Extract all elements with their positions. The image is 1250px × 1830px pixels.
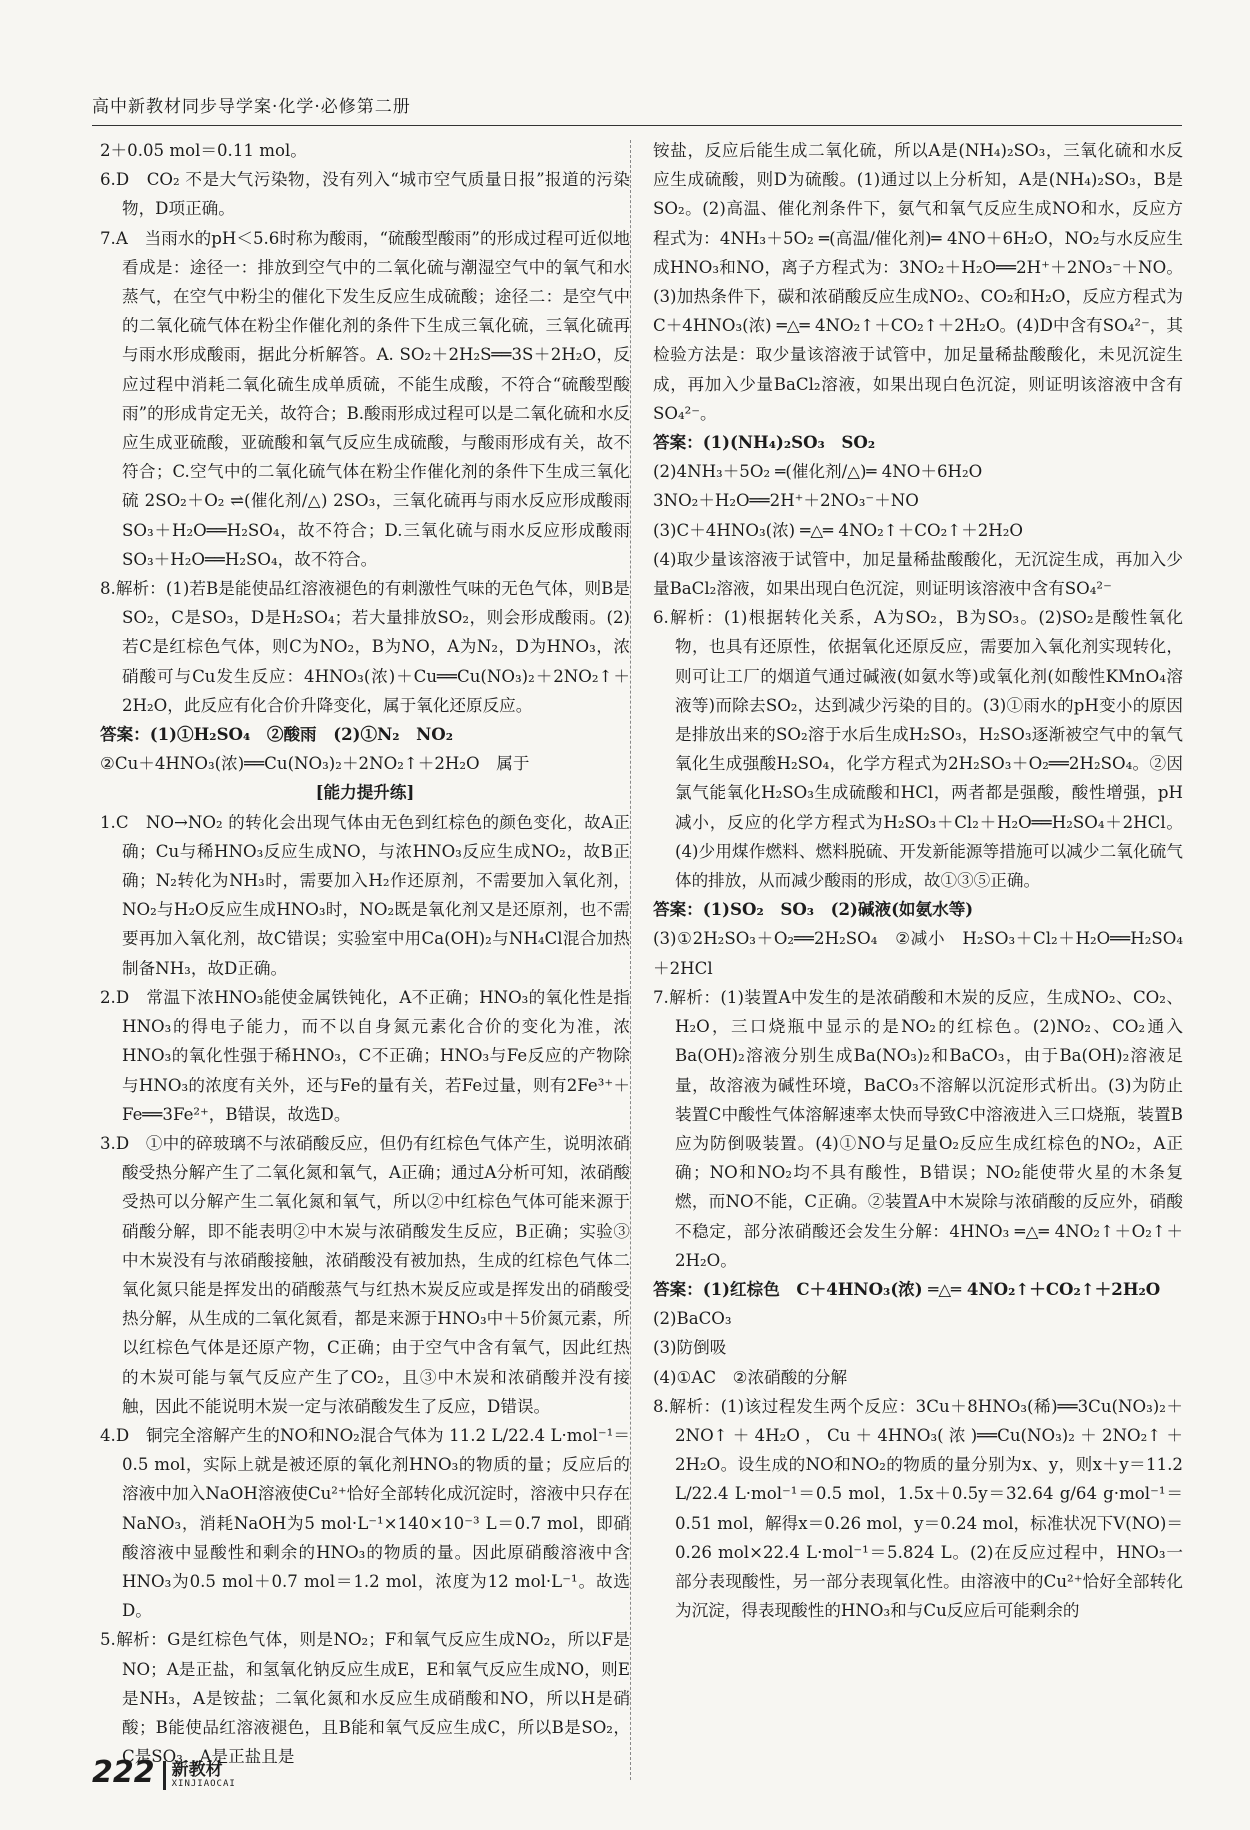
right-paragraph: (2)BaCO₃ [653, 1309, 732, 1329]
right-paragraph: 7.解析：(1)装置A中发生的是浓硝酸和木炭的反应，生成NO₂、CO₂、H₂O，三口烧瓶中显示的是NO₂的红棕色。(2)NO₂、CO₂通入Ba(OH)₂溶液分别生成Ba(NO₃)₂和BaCO₃，由于Ba(OH)₂溶液足量，故溶液为碱性环境，BaCO₃不溶解以沉淀形式析出。(3)为防止装置C中酸性气体溶解速率太快而导致C中溶液进入三口烧瓶，装置B应为防倒吸装置。(4)①NO与足量O₂反应生成红棕色的NO₂，A正确；NO和NO₂均不具有酸性，B错误；NO₂能使带火星的木条复燃，而NO不能，C正确。②装置A中木炭除与浓硝酸的反应外，硝酸不稳定，部分浓硝酸还会发生分解：4HNO₃ ═△═ 4NO₂↑＋O₂↑＋2H₂O。 [653, 987, 1183, 1270]
left-paragraph: 2＋0.05 mol＝0.11 mol。 [100, 141, 307, 160]
answer-line: 答案：(1)红棕色 C＋4HNO₃(浓) ═△═ 4NO₂↑＋CO₂↑＋2H₂O [653, 1278, 1161, 1299]
left-paragraph: 4.D 铜完全溶解产生的NO和NO₂混合气体为 11.2 L/22.4 L·mol⁻¹＝0.5 mol，实际上就是被还原的氧化剂HNO₃的物质的量；反应后的溶液中加入NaOH溶液使Cu²⁺恰好全部转化成沉淀时，溶液中只存在NaNO₃，消耗NaOH为5 mol·L⁻¹×140×10⁻³ L＝0.7 mol，即硝酸溶液中显酸性和剩余的HNO₃的物质的量。因此原硝酸溶液中含HNO₃为0.5 mol＋0.7 mol＝1.2 mol，浓度为12 mol·L⁻¹。故选D。 [100, 1425, 630, 1621]
header-title: 高中新教材同步导学案·化学·必修第二册 [92, 97, 411, 117]
section-heading: [能力提升练] [315, 782, 415, 803]
answer-line: 答案：(1)(NH₄)₂SO₃ SO₂ [653, 432, 876, 453]
right-paragraph: (3)C＋4HNO₃(浓) ═△═ 4NO₂↑＋CO₂↑＋2H₂O [653, 520, 1023, 540]
left-paragraph: 8.解析：(1)若B是能使品红溶液褪色的有刺激性气味的无色气体，则B是SO₂，C是SO₃，D是H₂SO₄；若大量排放SO₂，则会形成酸雨。(2)若C是红棕色气体，则C为NO₂，B为NO，A为N₂，D为HNO₃，浓硝酸可与Cu发生反应：4HNO₃(浓)＋Cu══Cu(NO₃)₂＋2NO₂↑＋2H₂O，此反应有化合价升降变化，属于氧化还原反应。 [100, 579, 630, 715]
right-column [653, 136, 1183, 1625]
answer-line: 答案：(1)①H₂SO₄ ②酸雨 (2)①N₂ NO₂ [100, 724, 454, 745]
left-paragraph: 3.D ①中的碎玻璃不与浓硝酸反应，但仍有红棕色气体产生，说明浓硝酸受热分解产生了二氧化氮和氧气，A正确；通过A分析可知，浓硝酸受热可以分解产生二氧化氮和氧气，所以②中红棕色气体可能来源于硝酸分解，即不能表明②中木炭与浓硝酸发生反应，B正确；实验③中木炭没有与浓硝酸接触，浓硝酸没有被加热，生成的红棕色气体二氧化氮只能是挥发出的硝酸蒸气与红热木炭反应或是挥发出的硝酸受热分解，从生成的二氧化氮看，都是来源于HNO₃中＋5价氮元素，所以红棕色气体是还原产物，C正确；由于空气中含有氧气，因此红热的木炭可能与氧气反应产生了CO₂，且③中木炭和浓硝酸并没有接触，因此不能说明木炭一定与浓硝酸发生了反应，D错误。 [100, 1133, 630, 1416]
left-paragraph: 5.解析：G是红棕色气体，则是NO₂；F和氧气反应生成NO₂，所以F是NO；A是正盐，和氢氧化钠反应生成E，E和氧气反应生成NO，则E是NH₃，A是铵盐；二氧化氮和水反应生成硝酸和NO，所以H是硝酸；B能使品红溶液褪色，且B能和氧气反应生成C，所以B是SO₂，C是SO₃，A是正盐且是 [100, 1630, 630, 1767]
answer-line: 答案：(1)SO₂ SO₃ (2)碱液(如氨水等) [653, 899, 974, 920]
right-paragraph: (4)①AC ②浓硝酸的分解 [653, 1367, 848, 1387]
page-footer [92, 1755, 236, 1790]
brand-logo [163, 1761, 236, 1790]
right-paragraph: (4)取少量该溶液于试管中，加足量稀盐酸酸化，无沉淀生成，再加入少量BaCl₂溶液，如果出现白色沉淀，则证明该溶液中含有SO₄²⁻ [653, 549, 1183, 599]
left-paragraph: 7.A 当雨水的pH＜5.6时称为酸雨，“硫酸型酸雨”的形成过程可近似地看成是：途径一：排放到空气中的二氧化硫与潮湿空气中的氧气和水蒸气，在空气中粉尘的催化下发生反应生成硫酸；途径二：是空气中的二氧化硫气体在粉尘作催化剂的条件下生成三氧化硫，三氧化硫再与雨水形成酸雨，据此分析解答。A. SO₂＋2H₂S══3S＋2H₂O，反应过程中消耗二氧化硫生成单质硫，不能生成酸，不符合“硫酸型酸雨”的形成肯定无关，故符合；B.酸雨形成过程可以是二氧化硫和水反应生成亚硫酸，亚硫酸和氧气反应生成硫酸，与酸雨形成有关，故不符合；C.空气中的二氧化硫气体在粉尘作催化剂的条件下生成三氧化硫 2SO₂＋O₂ ⇌(催化剂/△) 2SO₃，三氧化硫再与雨水反应形成酸雨 SO₃＋H₂O══H₂SO₄，故不符合；D.三氧化硫与雨水反应形成酸雨 SO₃＋H₂O══H₂SO₄，故不符合。 [100, 228, 630, 569]
right-paragraph: 8.解析：(1)该过程发生两个反应：3Cu＋8HNO₃(稀)══3Cu(NO₃)₂＋2NO↑＋4H₂O，Cu＋4HNO₃(浓)══Cu(NO₃)₂＋2NO₂↑＋2H₂O。设生成的NO和NO₂的物质的量分别为x、y，则x＋y＝11.2 L/22.4 L·mol⁻¹＝0.5 mol，1.5x＋0.5y＝32.64 g/64 g·mol⁻¹＝0.51 mol，解得x＝0.26 mol，y＝0.24 mol，标准状况下V(NO)＝0.26 mol×22.4 L·mol⁻¹＝5.824 L。(2)在反应过程中，HNO₃一部分表现酸性，另一部分表现氧化性。由溶液中的Cu²⁺恰好全部转化为沉淀，得表现酸性的HNO₃和与Cu反应后可能剩余的 [653, 1396, 1183, 1621]
brand-name: 新教材 [171, 1760, 223, 1781]
brand-pinyin: XINJIAOCAI [171, 1779, 236, 1790]
right-paragraph: (3)防倒吸 [653, 1338, 727, 1358]
right-paragraph: (2)4NH₃＋5O₂ ═(催化剂/△)═ 4NO＋6H₂O [653, 462, 983, 482]
left-paragraph: 1.C NO→NO₂ 的转化会出现气体由无色到红棕色的颜色变化，故A正确；Cu与稀HNO₃反应生成NO，与浓HNO₃反应生成NO₂，故B正确；N₂转化为NH₃时，需要加入H₂作还原剂，不需要加入氧化剂，NO₂与H₂O反应生成HNO₃时，NO₂既是氧化剂又是还原剂，也不需要再加入氧化剂，故C错误；实验室中用Ca(OH)₂与NH₄Cl混合加热制备NH₃，故D正确。 [100, 812, 630, 978]
right-paragraph: 6.解析：(1)根据转化关系，A为SO₂，B为SO₃。(2)SO₂是酸性氧化物，也具有还原性，依据氧化还原反应，需要加入氧化剂实现转化，则可让工厂的烟道气通过碱液(如氨水等)或氧化剂(如酸性KMnO₄溶液等)而除去SO₂，达到减少污染的目的。(3)①雨水的pH变小的原因是排放出来的SO₂溶于水后生成H₂SO₃，H₂SO₃逐渐被空气中的氧气氧化生成强酸H₂SO₄，化学方程式为2H₂SO₃＋O₂══2H₂SO₄。②因氯气能氧化H₂SO₃生成硫酸和HCl，两者都是强酸，酸性增强，pH减小，反应的化学方程式为H₂SO₃＋Cl₂＋H₂O══H₂SO₄＋2HCl。(4)少用煤作燃料、燃料脱硫、开发新能源等措施可以减少二氧化硫气体的排放，从而减少酸雨的形成，故①③⑤正确。 [653, 608, 1183, 891]
left-paragraph: ②Cu＋4HNO₃(浓)══Cu(NO₃)₂＋2NO₂↑＋2H₂O 属于 [100, 754, 530, 774]
right-paragraph: 3NO₂＋H₂O══2H⁺＋2NO₃⁻＋NO [653, 491, 919, 511]
page-number: 222 [92, 1755, 155, 1790]
right-paragraph: (3)①2H₂SO₃＋O₂══2H₂SO₄ ②减小 H₂SO₃＋Cl₂＋H₂O══H₂SO₄＋2HCl [653, 929, 1183, 978]
column-divider [630, 140, 631, 1780]
left-paragraph: 6.D CO₂ 不是大气污染物，没有列入“城市空气质量日报”报道的污染物，D项正确。 [100, 170, 630, 219]
left-paragraph: 2.D 常温下浓HNO₃能使金属铁钝化，A不正确；HNO₃的氧化性是指HNO₃的得电子能力，而不以自身氮元素化合价的变化为准，浓HNO₃的氧化性强于稀HNO₃，C不正确；HNO₃与Fe反应的产物除与HNO₃的浓度有关外，还与Fe的量有关，若Fe过量，则有2Fe³⁺＋Fe══3Fe²⁺，B错误，故选D。 [100, 987, 630, 1124]
page-header [92, 92, 1182, 126]
left-column [100, 136, 630, 1771]
right-paragraph: 铵盐，反应后能生成二氧化硫，所以A是(NH₄)₂SO₃，三氧化硫和水反应生成硫酸，则D为硫酸。(1)通过以上分析知，A是(NH₄)₂SO₃，B是SO₂。(2)高温、催化剂条件下，氨气和氧气反应生成NO和水，反应方程式为：4NH₃＋5O₂ ═(高温/催化剂)═ 4NO＋6H₂O，NO₂与水反应生成HNO₃和NO，离子方程式为：3NO₂＋H₂O══2H⁺＋2NO₃⁻＋NO。(3)加热条件下，碳和浓硝酸反应生成NO₂、CO₂和H₂O，反应方程式为C＋4HNO₃(浓) ═△═ 4NO₂↑＋CO₂↑＋2H₂O。(4)D中含有SO₄²⁻，其检验方法是：取少量该溶液于试管中，加足量稀盐酸酸化，未见沉淀生成，再加入少量BaCl₂溶液，如果出现白色沉淀，则证明该溶液中含有SO₄²⁻。 [653, 141, 1183, 423]
